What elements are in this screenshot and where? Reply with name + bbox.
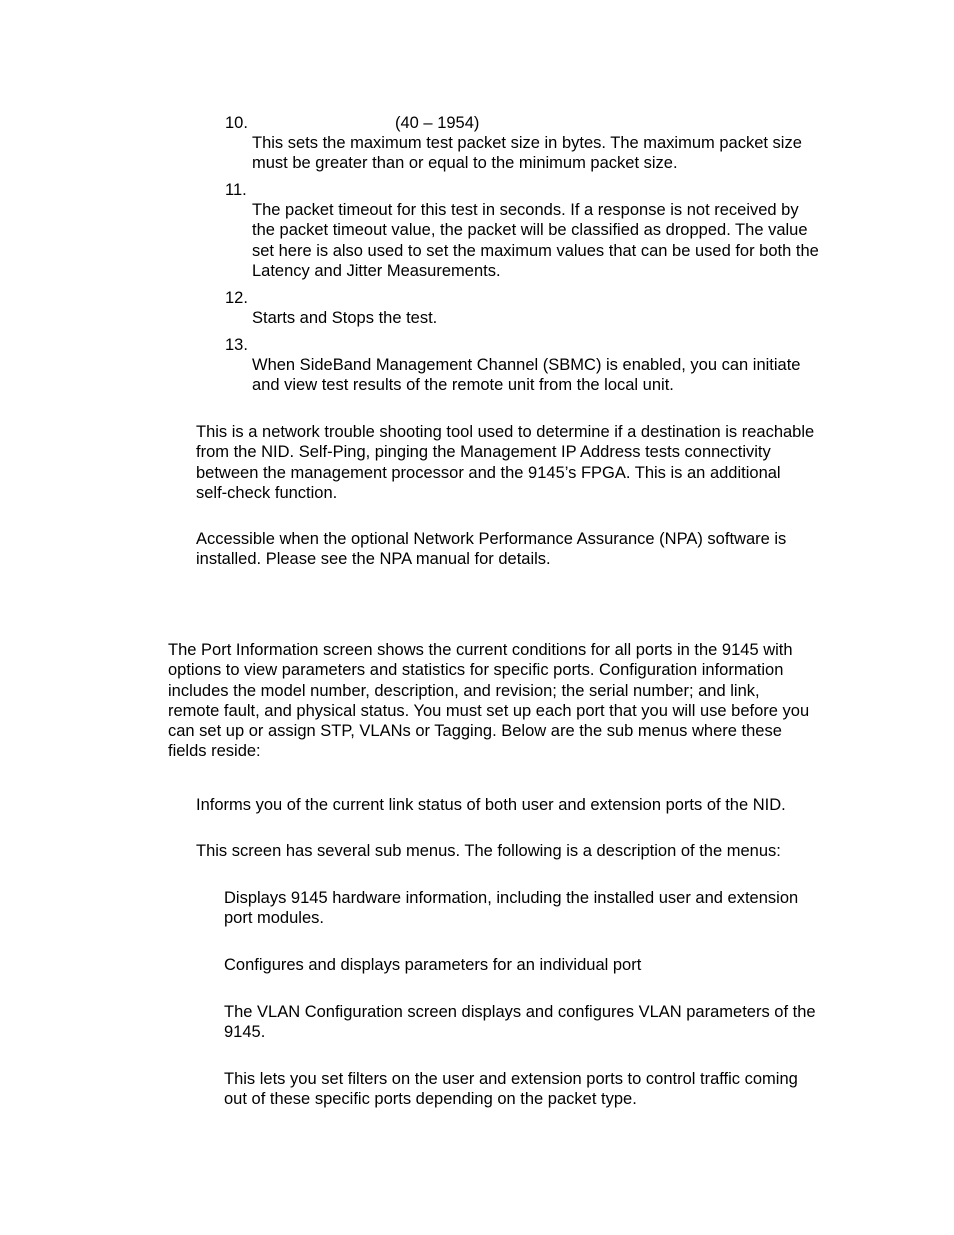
text-line: Starts and Stops the test.	[252, 309, 438, 327]
text-line: The VLAN Configuration screen displays and configures VLAN parameters of the	[224, 1003, 816, 1021]
text-line: Accessible when the optional Network Performance Assurance (NPA) software is	[196, 530, 787, 548]
text-line: Displays 9145 hardware information, including the installed user and extension	[224, 889, 799, 907]
text-line: Latency and Jitter Measurements.	[252, 261, 501, 280]
text-line: and view test results of the remote unit from the local unit.	[252, 376, 674, 395]
text-line: Informs you of the current link status of both user and extension ports of the NID.	[196, 796, 786, 814]
text-line: the packet timeout value, the packet will be classified as dropped. The value	[252, 221, 808, 240]
text-line: remote fault, and physical status. You must set up each port that you will use before you	[168, 701, 810, 720]
item-13-number: 13.	[225, 336, 248, 354]
text-line: port modules.	[224, 909, 324, 928]
text-line: set here is also used to set the maximum values that can be used for both the	[252, 241, 819, 260]
submenus-intro-paragraph	[196, 841, 781, 861]
text-line: Configures and displays parameters for an individual port	[224, 956, 642, 974]
text-line: This sets the maximum test packet size in bytes. The maximum packet size	[252, 134, 802, 152]
text-line: The Port Information screen shows the current conditions for all ports in the 9145 with	[168, 641, 793, 659]
hardware-info-paragraph	[224, 888, 798, 929]
item-12-description	[252, 308, 437, 328]
port-info-paragraph	[168, 640, 809, 762]
item-13-description	[252, 355, 800, 396]
text-line: includes the model number, description, and revision; the serial number; and link,	[168, 681, 760, 700]
npa-paragraph	[196, 529, 786, 570]
text-line: out of these specific ports depending on the packet type.	[224, 1090, 637, 1109]
text-line: must be greater than or equal to the minimum packet size.	[252, 154, 678, 173]
filter-paragraph	[224, 1069, 798, 1110]
link-status-paragraph	[196, 795, 786, 815]
ping-paragraph	[196, 422, 814, 503]
text-line: installed. Please see the NPA manual for details.	[196, 550, 551, 569]
text-line: The packet timeout for this test in seconds. If a response is not received by	[252, 201, 799, 219]
text-line: options to view parameters and statistics for specific ports. Configuration information	[168, 661, 784, 680]
vlan-config-paragraph	[224, 1002, 816, 1043]
item-11-number: 11.	[225, 181, 247, 199]
text-line: When SideBand Management Channel (SBMC) is enabled, you can initiate	[252, 356, 801, 374]
item-11-description	[252, 200, 819, 281]
item-10-number: 10.	[225, 114, 248, 132]
text-line: self-check function.	[196, 483, 338, 502]
item-10-description	[252, 133, 802, 174]
text-line: can set up or assign STP, VLANs or Tagging. Below are the sub menus where these	[168, 722, 782, 741]
text-line: This screen has several sub menus. The following is a description of the menus:	[196, 842, 781, 860]
text-line: 9145.	[224, 1023, 266, 1042]
text-line: fields reside:	[168, 742, 261, 761]
port-config-paragraph	[224, 955, 641, 975]
text-line: between the management processor and the 9145’s FPGA. This is an additional	[196, 463, 781, 482]
text-line: from the NID. Self-Ping, pinging the Management IP Address tests connectivity	[196, 443, 771, 462]
item-12-number: 12.	[225, 289, 248, 307]
text-line: This lets you set filters on the user and extension ports to control traffic coming	[224, 1070, 798, 1088]
text-line: This is a network trouble shooting tool used to determine if a destination is reachable	[196, 423, 815, 441]
item-10-range: (40 – 1954)	[395, 114, 480, 132]
